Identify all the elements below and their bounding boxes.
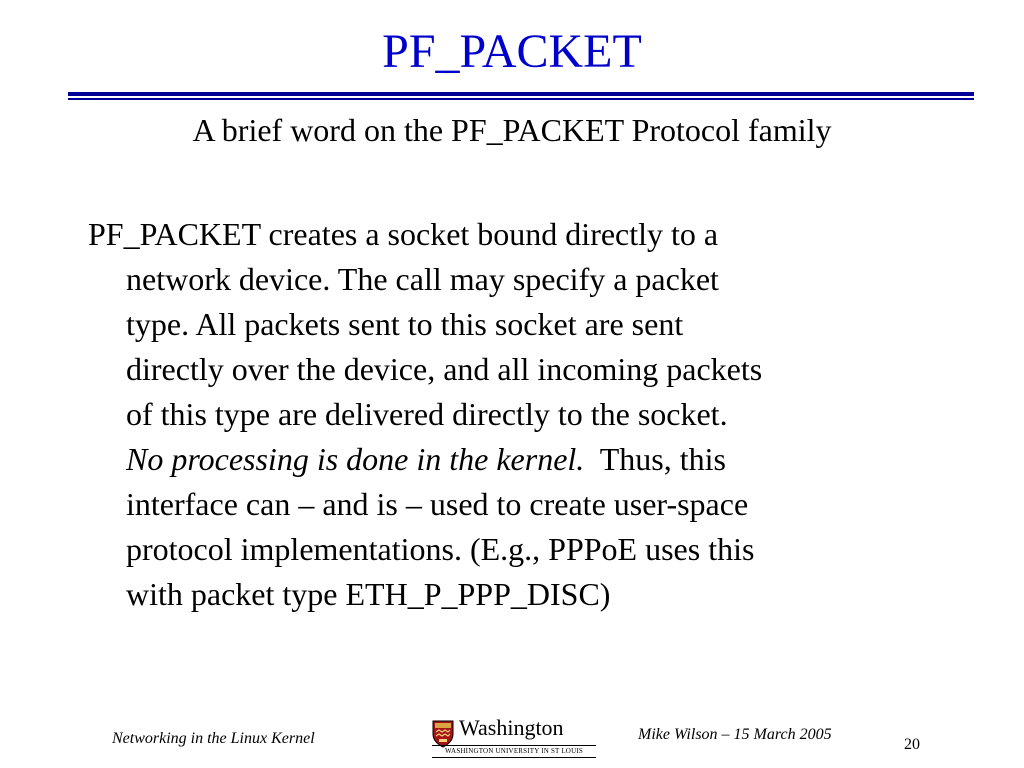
body-line-7: interface can – and is – used to create user-space [126,486,749,522]
body-line-6 [88,437,948,482]
title-divider-thick [68,92,974,96]
body-line-1: PF_PACKET creates a socket bound directly to a [88,216,719,252]
body-emphasis: No processing is done in the kernel. [126,441,585,477]
shield-icon [432,720,454,748]
body-line-6-tail: Thus, this [584,441,726,477]
slide-body [88,212,948,617]
logo-wordmark: Washington [459,715,564,740]
footer-author-date: Mike Wilson – 15 March 2005 [638,726,832,743]
body-line-3: type. All packets sent to this socket are sent [126,306,684,342]
body-line-2: network device. The call may specify a packet [126,261,719,297]
university-logo [432,715,596,760]
logo-divider-bottom [432,757,596,758]
body-line-4: directly over the device, and all incoming packets [126,351,763,387]
slide-subtitle: A brief word on the PF_PACKET Protocol family [192,112,832,148]
body-line-8: protocol implementations. (E.g., PPPoE uses this [126,531,755,567]
footer-course-title: Networking in the Linux Kernel [112,730,315,747]
page-number: 20 [904,736,920,753]
body-line-5: of this type are delivered directly to the socket. [126,396,728,432]
body-line-9: with packet type ETH_P_PPP_DISC) [126,576,611,612]
slide-title: PF_PACKET [382,25,642,78]
title-divider-thin [68,98,974,100]
logo-subtitle: WASHINGTON UNIVERSITY IN ST LOUIS [445,747,583,755]
